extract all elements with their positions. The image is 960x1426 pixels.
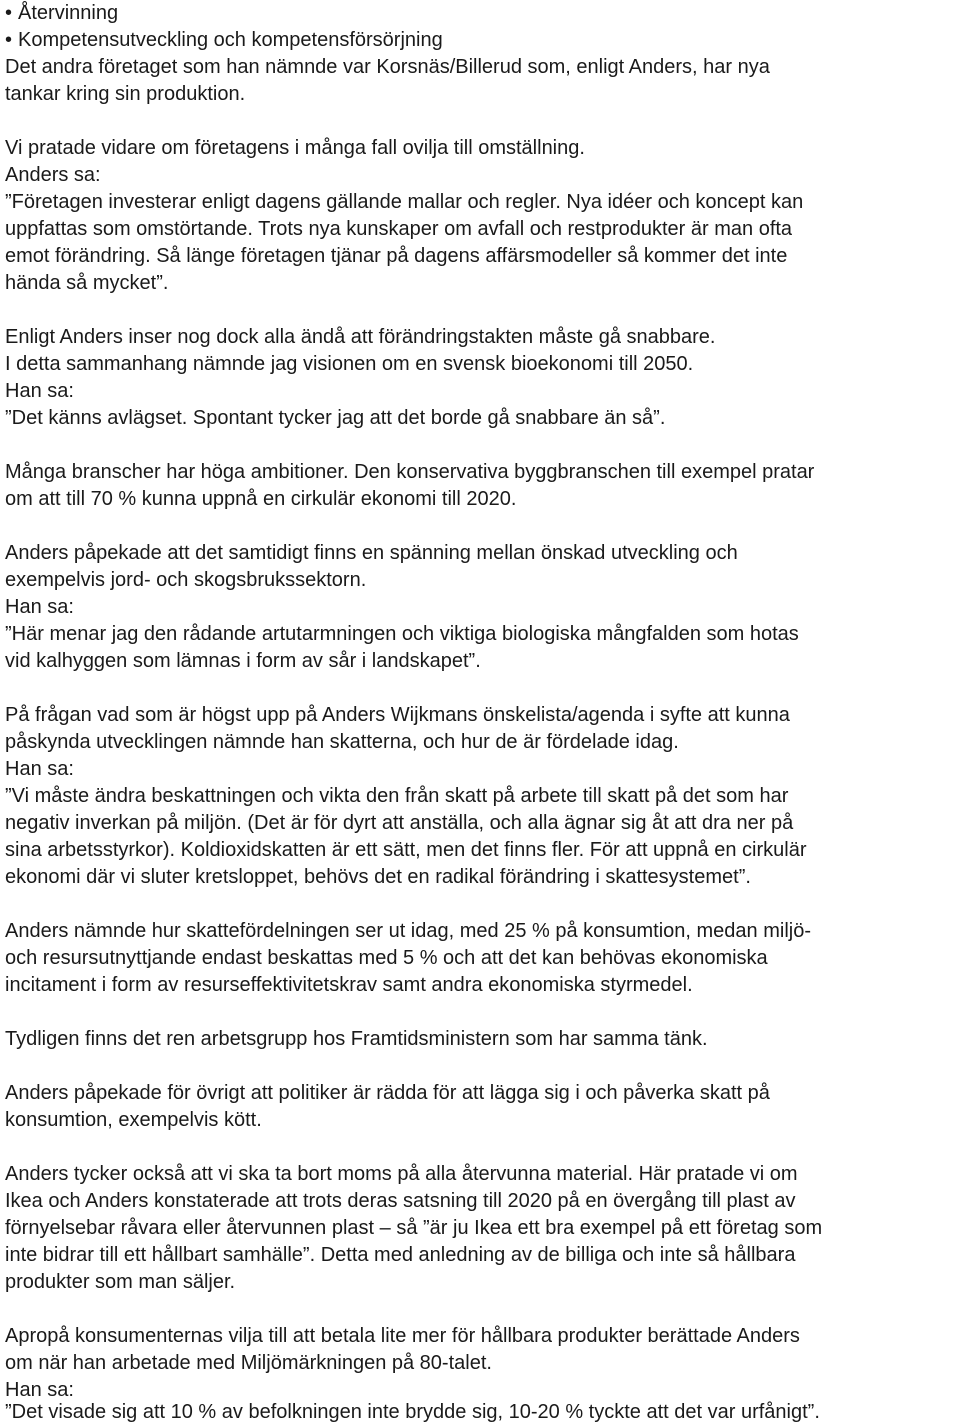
text-line: ”Här menar jag den rådande artutarmningen och viktiga biologiska mångfalden som hotas xyxy=(5,623,799,645)
text-line: produkter som man säljer. xyxy=(5,1271,236,1293)
text-line: ”Företagen investerar enligt dagens gällande mallar och regler. Nya idéer och koncept kan xyxy=(5,191,804,213)
text-line: På frågan vad som är högst upp på Anders Wijkmans önskelista/agenda i syfte att kunna xyxy=(5,704,790,726)
text-line: ”Det känns avlägset. Spontant tycker jag att det borde gå snabbare än så”. xyxy=(5,407,666,429)
text-line: ekonomi där vi sluter kretsloppet, behövs det en radikal förändring i skattesystemet”. xyxy=(5,866,751,888)
text-line: Ikea och Anders konstaterade att trots deras satsning till 2020 på en övergång till plast av xyxy=(5,1190,796,1212)
text-line: Anders påpekade att det samtidigt finns en spänning mellan önskad utveckling och xyxy=(5,542,738,564)
bullet-item: • Återvinning xyxy=(5,0,118,27)
text-line: Många branscher har höga ambitioner. Den konservativa byggbranschen till exempel pratar xyxy=(5,461,815,483)
bullet-item: • Kompetensutveckling och kompetensförsörjning xyxy=(5,27,443,54)
text-line: Han sa: xyxy=(5,758,74,780)
text-line: ”Det visade sig att 10 % av befolkningen inte brydde sig, 10-20 % tyckte att det var urfånigt”. xyxy=(5,1401,820,1423)
text-line: påskynda utvecklingen nämnde han skatterna, och hur de är fördelade idag. xyxy=(5,731,679,753)
text-line: Anders nämnde hur skattefördelningen ser ut idag, med 25 % på konsumtion, medan miljö- xyxy=(5,920,812,942)
text-line: Han sa: xyxy=(5,596,74,618)
text-line: uppfattas som omstörtande. Trots nya kunskaper om avfall och restprodukter är man ofta xyxy=(5,218,793,240)
text-line: om när han arbetade med Miljömärkningen på 80-talet. xyxy=(5,1352,492,1374)
text-line: Apropå konsumenternas vilja till att betala lite mer för hållbara produkter berättade Anders xyxy=(5,1325,800,1347)
text-line: I detta sammanhang nämnde jag visionen om en svensk bioekonomi till 2050. xyxy=(5,353,694,375)
text-line: Enligt Anders inser nog dock alla ändå att förändringstakten måste gå snabbare. xyxy=(5,326,716,348)
text-line: Vi pratade vidare om företagens i många fall ovilja till omställning. xyxy=(5,137,585,159)
text-line: vid kalhyggen som lämnas i form av sår i landskapet”. xyxy=(5,650,481,672)
text-line: konsumtion, exempelvis kött. xyxy=(5,1109,262,1131)
text-line: incitament i form av resurseffektivitetskrav samt andra ekonomiska styrmedel. xyxy=(5,974,693,996)
text-line: tankar kring sin produktion. xyxy=(5,83,246,105)
text-line: sina arbetsstyrkor). Koldioxidskatten är ett sätt, men det finns fler. För att uppnå en cirkulär xyxy=(5,839,807,861)
text-line: Tydligen finns det ren arbetsgrupp hos Framtidsministern som har samma tänk. xyxy=(5,1028,708,1050)
text-line: och resursutnyttjande endast beskattas med 5 % och att det kan behövas ekonomiska xyxy=(5,947,768,969)
text-line: ”Vi måste ändra beskattningen och vikta den från skatt på arbete till skatt på det som har xyxy=(5,785,789,807)
text-line: Anders tycker också att vi ska ta bort moms på alla återvunna material. Här pratade vi om xyxy=(5,1163,798,1185)
text-line: Anders sa: xyxy=(5,164,101,186)
text-line: emot förändring. Så länge företagen tjänar på dagens affärsmodeller så kommer det inte xyxy=(5,245,788,267)
text-line: Han sa: xyxy=(5,380,74,402)
text-line: negativ inverkan på miljön. (Det är för dyrt att anställa, och alla ägnar sig åt att dra ner på xyxy=(5,812,794,834)
text-line: inte bidrar till ett hållbart samhälle”. Detta med anledning av de billiga och inte så hållbara xyxy=(5,1244,796,1266)
text-line: exempelvis jord- och skogsbrukssektorn. xyxy=(5,569,367,591)
text-line: Det andra företaget som han nämnde var Korsnäs/Billerud som, enligt Anders, har nya xyxy=(5,56,770,78)
text-line: Anders påpekade för övrigt att politiker är rädda för att lägga sig i och påverka skatt på xyxy=(5,1082,770,1104)
text-line: Han sa: xyxy=(5,1379,74,1401)
text-line: förnyelsebar råvara eller återvunnen plast – så ”är ju Ikea ett bra exempel på ett företag som xyxy=(5,1217,823,1239)
text-line: hända så mycket”. xyxy=(5,272,169,294)
text-line: om att till 70 % kunna uppnå en cirkulär ekonomi till 2020. xyxy=(5,488,517,510)
